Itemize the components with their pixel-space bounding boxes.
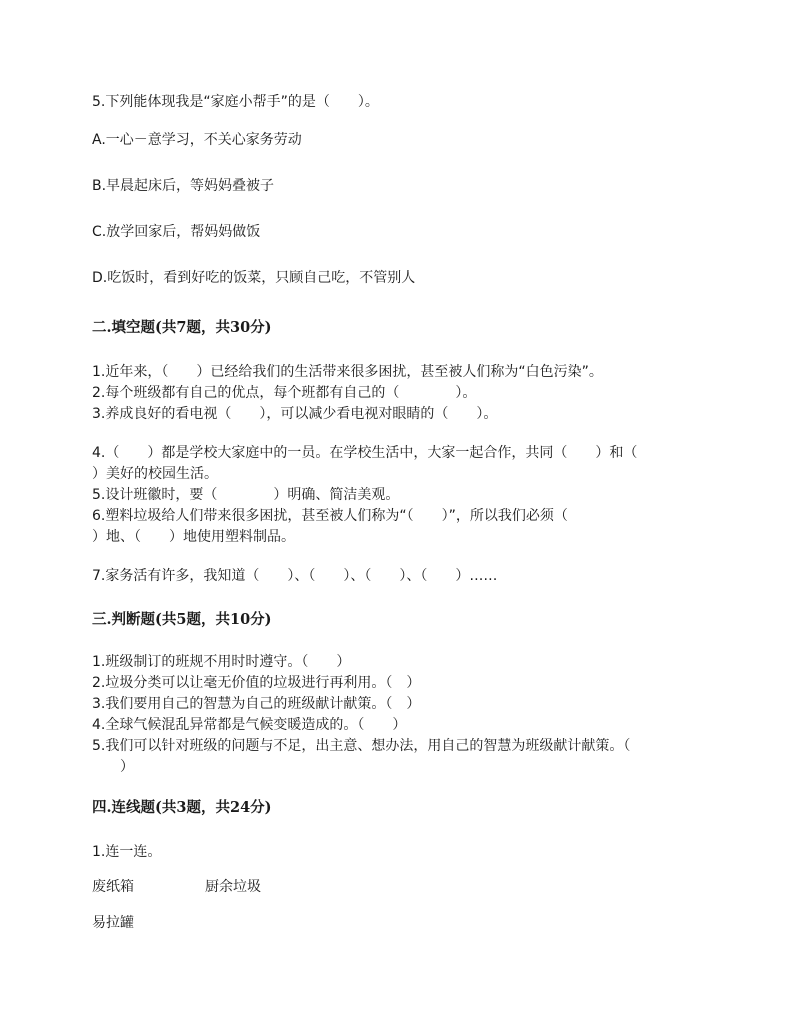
match-left-item: 废纸箱 <box>92 879 134 895</box>
fill-q6-line1: 6.塑料垃圾给人们带来很多困扰，甚至被人们称为“（ ）”，所以我们必须（ <box>92 508 568 524</box>
fill-q7: 7.家务活有许多，我知道（ ）、（ ）、（ ）、（ ）…… <box>92 568 498 584</box>
judge-q5-line2: ） <box>92 759 134 775</box>
q5-option-b: B.早晨起床后，等妈妈叠被子 <box>92 178 275 194</box>
match-right-item: 厨余垃圾 <box>205 879 261 895</box>
fill-q4-line1: 4.（ ）都是学校大家庭中的一员。在学校生活中，大家一起合作，共同（ ）和（ <box>92 445 638 461</box>
judge-q4: 4.全球气候混乱异常都是气候变暖造成的。（ ） <box>92 717 407 733</box>
fill-q1: 1.近年来，（ ）已经给我们的生活带来很多困扰，甚至被人们称为“白色污染”。 <box>92 364 603 380</box>
q5-stem: 5.下列能体现我是“家庭小帮手”的是（ ）。 <box>92 94 379 110</box>
match-left-item: 易拉罐 <box>92 915 134 931</box>
judge-q2: 2.垃圾分类可以让毫无价值的垃圾进行再利用。（ ） <box>92 675 421 691</box>
judge-q3: 3.我们要用自己的智慧为自己的班级献计献策。（ ） <box>92 696 421 712</box>
fill-q6-line2: ）地、（ ）地使用塑料制品。 <box>92 529 295 545</box>
fill-q5: 5.设计班徽时，要（ ）明确、简洁美观。 <box>92 487 400 503</box>
q5-option-a: A.一心－意学习，不关心家务劳动 <box>92 132 302 148</box>
q5-option-c: C.放学回家后，帮妈妈做饭 <box>92 224 261 240</box>
fill-q4-line2: ）美好的校园生活。 <box>92 466 218 482</box>
judge-q5-line1: 5.我们可以针对班级的问题与不足，出主意、想办法，用自己的智慧为班级献计献策。（ <box>92 738 631 754</box>
fill-q2: 2.每个班级都有自己的优点，每个班都有自己的（ ）。 <box>92 385 477 401</box>
section2-title: 二.填空题(共7题，共30分) <box>92 319 272 336</box>
q5-option-d: D.吃饭时，看到好吃的饭菜，只顾自己吃，不管别人 <box>92 270 416 286</box>
judge-q1: 1.班级制订的班规不用时时遵守。（ ） <box>92 654 351 670</box>
match-q1-stem: 1.连一连。 <box>92 844 162 860</box>
section4-title: 四.连线题(共3题，共24分) <box>92 799 272 816</box>
fill-q3: 3.养成良好的看电视（ ），可以减少看电视对眼睛的（ ）。 <box>92 406 498 422</box>
section3-title: 三.判断题(共5题，共10分) <box>92 611 272 628</box>
